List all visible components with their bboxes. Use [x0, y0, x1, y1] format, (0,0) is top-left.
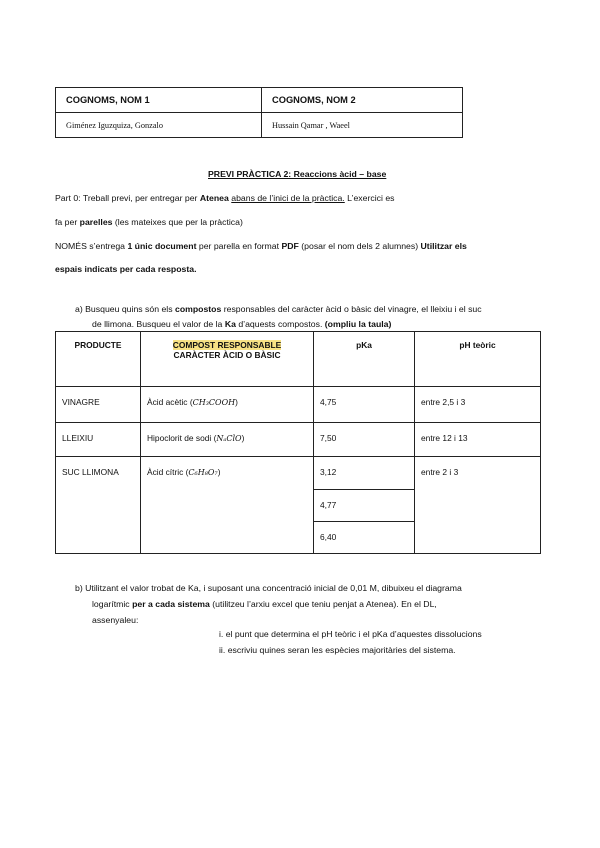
compost-formula: C₆H₈O₇	[188, 468, 218, 477]
question-a-text: d’aquests compostos.	[235, 319, 325, 329]
student-names-table	[55, 87, 463, 138]
compost-formula: CH₃COOH	[192, 398, 236, 407]
page-title: PREVI PRÀCTICA 2: Reaccions àcid – base	[208, 169, 387, 179]
name2-value: Hussain Qamar , Waeel	[262, 113, 463, 138]
compost-name: Hipoclorit de sodi (	[147, 433, 217, 443]
intro-single-doc: 1 únic document	[127, 241, 197, 251]
cell-ph: entre 2,5 i 3	[415, 387, 541, 423]
intro-line-1	[55, 193, 395, 203]
question-b-line-1: b) Utilitzant el valor trobat de Ka, i suposant una concentració inicial de 0,01 M, dibuixeu el diagrama	[75, 583, 462, 593]
question-a-text: responsables del caràcter àcid o bàsic del vinagre, el lleixiu i el suc	[221, 304, 482, 314]
cell-producte: SUC LLIMONA	[56, 457, 141, 554]
header-producte: PRODUCTE	[56, 332, 141, 387]
cell-ph: entre 12 i 13	[415, 423, 541, 457]
intro-utilitzar: Utilitzar els	[420, 241, 467, 251]
question-a-text: a) Busqueu quins són els	[75, 304, 175, 314]
intro-parelles: parelles	[79, 217, 113, 227]
table-row	[56, 423, 541, 457]
intro-line-2	[55, 217, 243, 227]
question-a-line-2	[92, 319, 391, 329]
cell-pka: 4,77	[314, 490, 415, 522]
intro-line-4: espais indicats per cada resposta.	[55, 264, 197, 274]
header-compost	[141, 332, 314, 387]
compost-name: Àcid acètic (	[147, 397, 193, 407]
question-b-each-system: per a cada sistema	[132, 599, 210, 609]
intro-pdf: PDF	[281, 241, 299, 251]
table-header-row	[56, 332, 541, 387]
question-a-line-1	[75, 304, 482, 314]
cell-compost	[141, 423, 314, 457]
compounds-table	[55, 331, 541, 554]
cell-ph: entre 2 i 3	[415, 457, 541, 554]
intro-deadline: abans de l’inici de la pràctica.	[231, 193, 345, 203]
compost-close: )	[241, 433, 245, 443]
table-row	[56, 457, 541, 490]
header-compost-line2: CARÀCTER ÀCID O BÀSIC	[173, 350, 281, 360]
header-pka: pKa	[314, 332, 415, 387]
cell-pka: 6,40	[314, 522, 415, 554]
cell-compost	[141, 387, 314, 423]
cell-pka: 7,50	[314, 423, 415, 457]
question-a-instruction: (ompliu la taula)	[324, 319, 392, 329]
header-compost-line1: COMPOST RESPONSABLE	[172, 340, 282, 350]
intro-text: fa per	[55, 217, 80, 227]
cell-pka: 3,12	[314, 457, 415, 490]
name1-value: Giménez Iguzquiza, Gonzalo	[56, 113, 262, 138]
intro-line-3	[55, 241, 467, 251]
cell-pka: 4,75	[314, 387, 415, 423]
table-row	[56, 387, 541, 423]
compost-name: Àcid cítric (	[147, 467, 189, 477]
compost-formula: NₐClO	[216, 434, 242, 443]
intro-text: Part 0: Treball previ, per entregar per	[55, 193, 200, 203]
question-b-text: (utilitzeu l’arxiu excel que teniu penjat a Atenea). En el DL,	[209, 599, 437, 609]
question-a-text: de llimona. Busqueu el valor de la	[92, 319, 225, 329]
question-b-line-3: assenyaleu:	[92, 615, 139, 625]
question-a-compostos: compostos	[174, 304, 222, 314]
name2-header: COGNOMS, NOM 2	[262, 88, 463, 113]
intro-text: per parella en format	[196, 241, 282, 251]
question-b-line-2	[92, 599, 437, 609]
cell-producte: LLEIXIU	[56, 423, 141, 457]
header-ph: pH teòric	[415, 332, 541, 387]
name1-header: COGNOMS, NOM 1	[56, 88, 262, 113]
intro-text: L’exercici es	[344, 193, 395, 203]
intro-text: (les mateixes que per la pràctica)	[112, 217, 243, 227]
question-b-item-ii: ii. escriviu quines seran les espècies majoritàries del sistema.	[219, 645, 456, 655]
intro-atenea: Atenea	[199, 193, 229, 203]
compost-close: )	[217, 467, 221, 477]
compost-close: )	[235, 397, 238, 407]
question-a-ka: Ka	[224, 319, 236, 329]
question-b-text: logarítmic	[92, 599, 133, 609]
intro-text: (posar el nom dels 2 alumnes)	[298, 241, 421, 251]
cell-compost	[141, 457, 314, 554]
cell-producte: VINAGRE	[56, 387, 141, 423]
question-b-item-i: i. el punt que determina el pH teòric i el pKa d’aquestes dissolucions	[219, 629, 482, 639]
intro-text: NOMÉS s’entrega	[55, 241, 128, 251]
